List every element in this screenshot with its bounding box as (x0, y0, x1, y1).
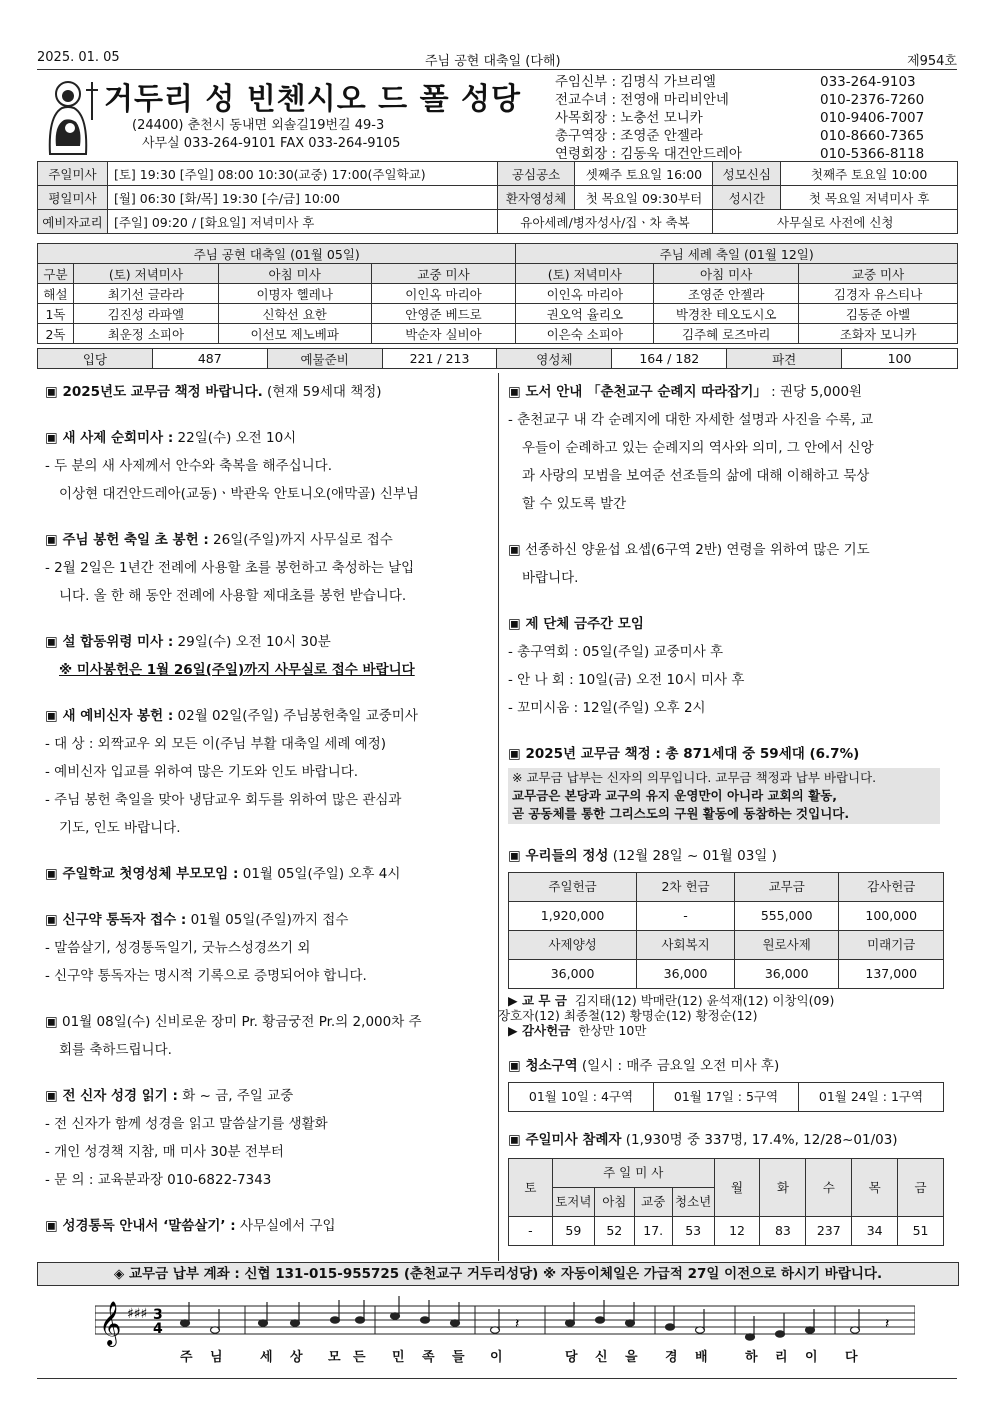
table-row: 2독 최운정 소피아 이선모 제노베파 박순자 실비아 이은숙 소피아 김주혜 로즈마리 조화자 모니카 (38, 324, 958, 344)
notice-line: - 춘천교구 내 각 순례지에 대한 자세한 설명과 사진을 수록, 교 (508, 412, 874, 428)
notice-line: 할 수 있도록 발간 (522, 496, 627, 512)
notice-guide-title: ▣ 성경통독 안내서 ‘말씀살기’ : 사무실에서 구입 (45, 1218, 336, 1234)
treble-clef-icon: 𝄞 (99, 1301, 122, 1345)
notice-candle-title: ▣ 주님 봉헌 축일 초 봉헌 : 26일(주일)까지 사무실로 접수 (45, 532, 393, 548)
bottom-rule (37, 1378, 957, 1379)
schedule-row: 예비자교리 [주일] 09:20 / [화요일] 저녁미사 후 유아세례/병자성사/집ㆍ차 축복 사무실로 사전에 신청 (38, 210, 958, 234)
column-divider (498, 373, 499, 1261)
parish-address-block (132, 117, 400, 153)
attendance-table: 토 주 일 미 사 월 화 수 목 금 토저녁 아침 교중 청소년 - 59 52 17. 53 12 83 237 34 51 (508, 1158, 944, 1246)
notice-deceased: ▣ 선종하신 양윤섭 요셉(6구역 2반) 연령을 위하여 많은 기도 (508, 542, 870, 558)
notice-memorial-title: ▣ 설 합동위령 미사 : 29일(수) 오전 10시 30분 (45, 634, 331, 650)
feast-title: 주님 공현 대축일 (다해) (425, 54, 561, 69)
notice-line: 우들이 순례하고 있는 순례지의 역사와 의미, 그 안에서 신앙 (522, 440, 874, 456)
notice-line: 회를 축하드립니다. (59, 1042, 172, 1058)
svg-text:4: 4 (153, 1321, 163, 1337)
notice-line: - 신구약 통독자는 명시적 기록으로 증명되어야 합니다. (45, 968, 367, 984)
top-rule (37, 69, 957, 70)
svg-text:3: 3 (153, 1307, 163, 1323)
liturgy-stats-table: 입당 487 예물준비 221 / 213 영성체 164 / 182 파견 100 (37, 348, 958, 369)
readers-table: 주님 공현 대축일 (01월 05일) 주님 세례 축일 (01월 12일) 구분 (토) 저녁미사 아침 미사 교중 미사 (토) 저녁미사 아침 미사 교중 미사 해설 최기선 글라라 이명자 헬레나 이인옥 마리아 이인옥 마리아 조영준 안젤라 김경자 유스티나 1독 김진성 라파엘 신학선 요한 안영준 베드로 권오억 율리오 박경찬 테오도시오 김동준 아벨 2독 최운정 소피아 이선모 제노베파 박순자 실비아 이은숙 소피아 김주혜 로즈마리 조화자 모니카 (37, 243, 958, 344)
notice-catechumen-title: ▣ 새 예비신자 봉헌 : 02월 02일(주일) 주님봉헌축일 교중미사 (45, 708, 418, 724)
notice-line: ※ 미사봉헌은 1월 26일(주일)까지 사무실로 접수 바랍니다 (59, 662, 415, 678)
table-row: 1독 김진성 라파엘 신학선 요한 안영준 베드로 권오억 율리오 박경찬 테오도시오 김동준 아벨 (38, 304, 958, 324)
left-column (45, 378, 493, 1240)
notice-line: - 안 나 회 : 10일(금) 오전 10시 미사 후 (508, 672, 745, 688)
notice-bible-title: ▣ 신구약 통독자 접수 : 01월 05일(주일)까지 접수 (45, 912, 349, 928)
attendance-title: ▣ 주일미사 참례자 (1,930명 중 337명, 17.4%, 12/28~01/03) (508, 1132, 898, 1148)
week2-title: 주님 세례 축일 (01월 12일) (516, 244, 958, 264)
parish-address: (24400) 춘천시 동내면 외솔길19번길 49-3 (132, 118, 385, 133)
notice-meetings-title: ▣ 제 단체 금주간 모임 (508, 616, 644, 632)
mass-schedule-table (37, 161, 958, 234)
cleaning-title: ▣ 청소구역 (일시 : 매주 금요일 오전 미사 후) (508, 1058, 780, 1074)
table-row: - 59 52 17. 53 12 83 237 34 51 (509, 1217, 944, 1246)
notice-line: - 주님 봉헌 축일을 맞아 냉담교우 회두를 위하여 많은 관심과 (45, 792, 402, 808)
bank-account-bar: ◈ 교무금 납부 계좌 : 신협 131-015-955725 (춘천교구 거두리성당) ※ 자동이체일은 가급적 27일 이전으로 하시기 바랍니다. (37, 1262, 959, 1286)
notice-reading-title: ▣ 전 신자 성경 읽기 : 화 ~ 금, 주일 교중 (45, 1088, 294, 1104)
notice-line: - 전 신자가 함께 성경을 읽고 말씀살기를 생활화 (45, 1116, 328, 1132)
dues-note-box: ※ 교무금 납부는 신자의 의무입니다. 교무금 책정과 납부 바랍니다. 교무금은 본당과 교구의 유지 운영만이 아니라 교회의 활동, 곧 공동체를 통한 그리스도의 구원 활동에 동참하는 것입니다. (508, 768, 940, 824)
notice-communion-title: ▣ 주일학교 첫영성체 부모모임 : 01월 05일(주일) 오후 4시 (45, 866, 401, 882)
issue-date: 2025. 01. 05 (37, 50, 120, 65)
notice-line: - 꼬미시움 : 12일(주일) 오후 2시 (508, 700, 706, 716)
holy-family-logo-icon (40, 76, 100, 158)
dues-donors: ▶ 교 무 금 김지태(12) 박매란(12) 윤석재(12) 이창익(09) 장호자(12) 최종철(12) 황명순(12) 황정순(12) ▶ 감사헌금 한상만 10만 (498, 993, 835, 1038)
notice-rosary: ▣ 01월 08일(수) 신비로운 장미 Pr. 황금궁전 Pr.의 2,000차 주 (45, 1014, 422, 1030)
notice-line: 니다. 올 한 해 동안 전례에 사용할 제대초를 봉헌 받습니다. (59, 588, 407, 604)
notice-book-title: ▣ 도서 안내 「춘천교구 순례지 따라잡기」 : 권당 5,000원 (508, 384, 863, 400)
notice-line: 기도, 인도 바랍니다. (59, 820, 181, 836)
svg-text:♯♯♯: ♯♯♯ (127, 1306, 148, 1322)
offerings-table: 주일헌금 2차 헌금 교무금 감사헌금 1,920,000 - 555,000 100,000 사제양성 사회복지 원로사제 미래기금 36,000 36,000 36,000 137,000 (508, 872, 944, 989)
right-column (498, 378, 948, 1246)
notice-line: - 두 분의 새 사제께서 안수와 축복을 해주십니다. (45, 458, 332, 474)
notice-line: - 말씀살기, 성경통독일기, 굿뉴스성경쓰기 외 (45, 940, 311, 956)
notice-line: 과 사랑의 모범을 보여준 선조들의 삶에 대해 이해하고 묵상 (522, 468, 870, 484)
notice-line: 이상현 대건안드레아(교동)ㆍ박관욱 안토니오(애막골) 신부님 (59, 486, 419, 502)
notice-line: - 총구역회 : 05일(주일) 교중미사 후 (508, 644, 724, 660)
svg-text:𝄽: 𝄽 (885, 1316, 890, 1332)
table-row: 해설 최기선 글라라 이명자 헬레나 이인옥 마리아 이인옥 마리아 조영준 안젤라 김경자 유스티나 (38, 284, 958, 304)
cleaning-table: 01월 10일 : 4구역 01월 17일 : 5구역 01월 24일 : 1구역 (508, 1082, 944, 1112)
svg-text:𝄽: 𝄽 (515, 1316, 520, 1332)
notice-line: - 2월 2일은 1년간 전례에 사용할 초를 봉헌하고 축성하는 날입 (45, 560, 415, 576)
notice-line: - 문 의 : 교육분과장 010-6822-7343 (45, 1172, 272, 1188)
issue-number: 제954호 (907, 54, 957, 69)
notice-new-priest-title: ▣ 새 사제 순회미사 : 22일(수) 오전 10시 (45, 430, 297, 446)
notice-dues-title: ▣ 2025년도 교무금 책정 바랍니다. (현재 59세대 책정) (45, 384, 382, 400)
week1-title: 주님 공현 대축일 (01월 05일) (38, 244, 516, 264)
parish-name: 거두리 성 빈첸시오 드 폴 성당 (104, 82, 521, 117)
schedule-row: 평일미사 [월] 06:30 [화/목] 19:30 [수/금] 10:00 환자영성체 첫 목요일 09:30부터 성시간 첫 목요일 저녁미사 후 (38, 186, 958, 210)
notice-line: - 대 상 : 외짝교우 외 모든 이(주님 부활 대축일 세례 예정) (45, 736, 387, 752)
parish-office: 사무실 033-264-9101 FAX 033-264-9105 (142, 136, 401, 151)
schedule-row: 주일미사 [토] 19:30 [주일] 08:00 10:30(교중) 17:00(주일학교) 공심공소 셋째주 토요일 16:00 성모신심 첫째주 토요일 10:00 (38, 162, 958, 186)
notice-line: - 개인 성경책 지참, 매 미사 30분 전부터 (45, 1144, 284, 1160)
offerings-title: ▣ 우리들의 정성 (12월 28일 ~ 01월 03일 ) (508, 848, 777, 864)
notice-dues-rate-title: ▣ 2025년 교무금 책정 : 총 871세대 중 59세대 (6.7%) (508, 746, 860, 762)
top-bar (37, 50, 957, 70)
notice-line: 바랍니다. (522, 570, 579, 586)
notice-line: - 예비신자 입교를 위하여 많은 기도와 인도 바랍니다. (45, 764, 359, 780)
